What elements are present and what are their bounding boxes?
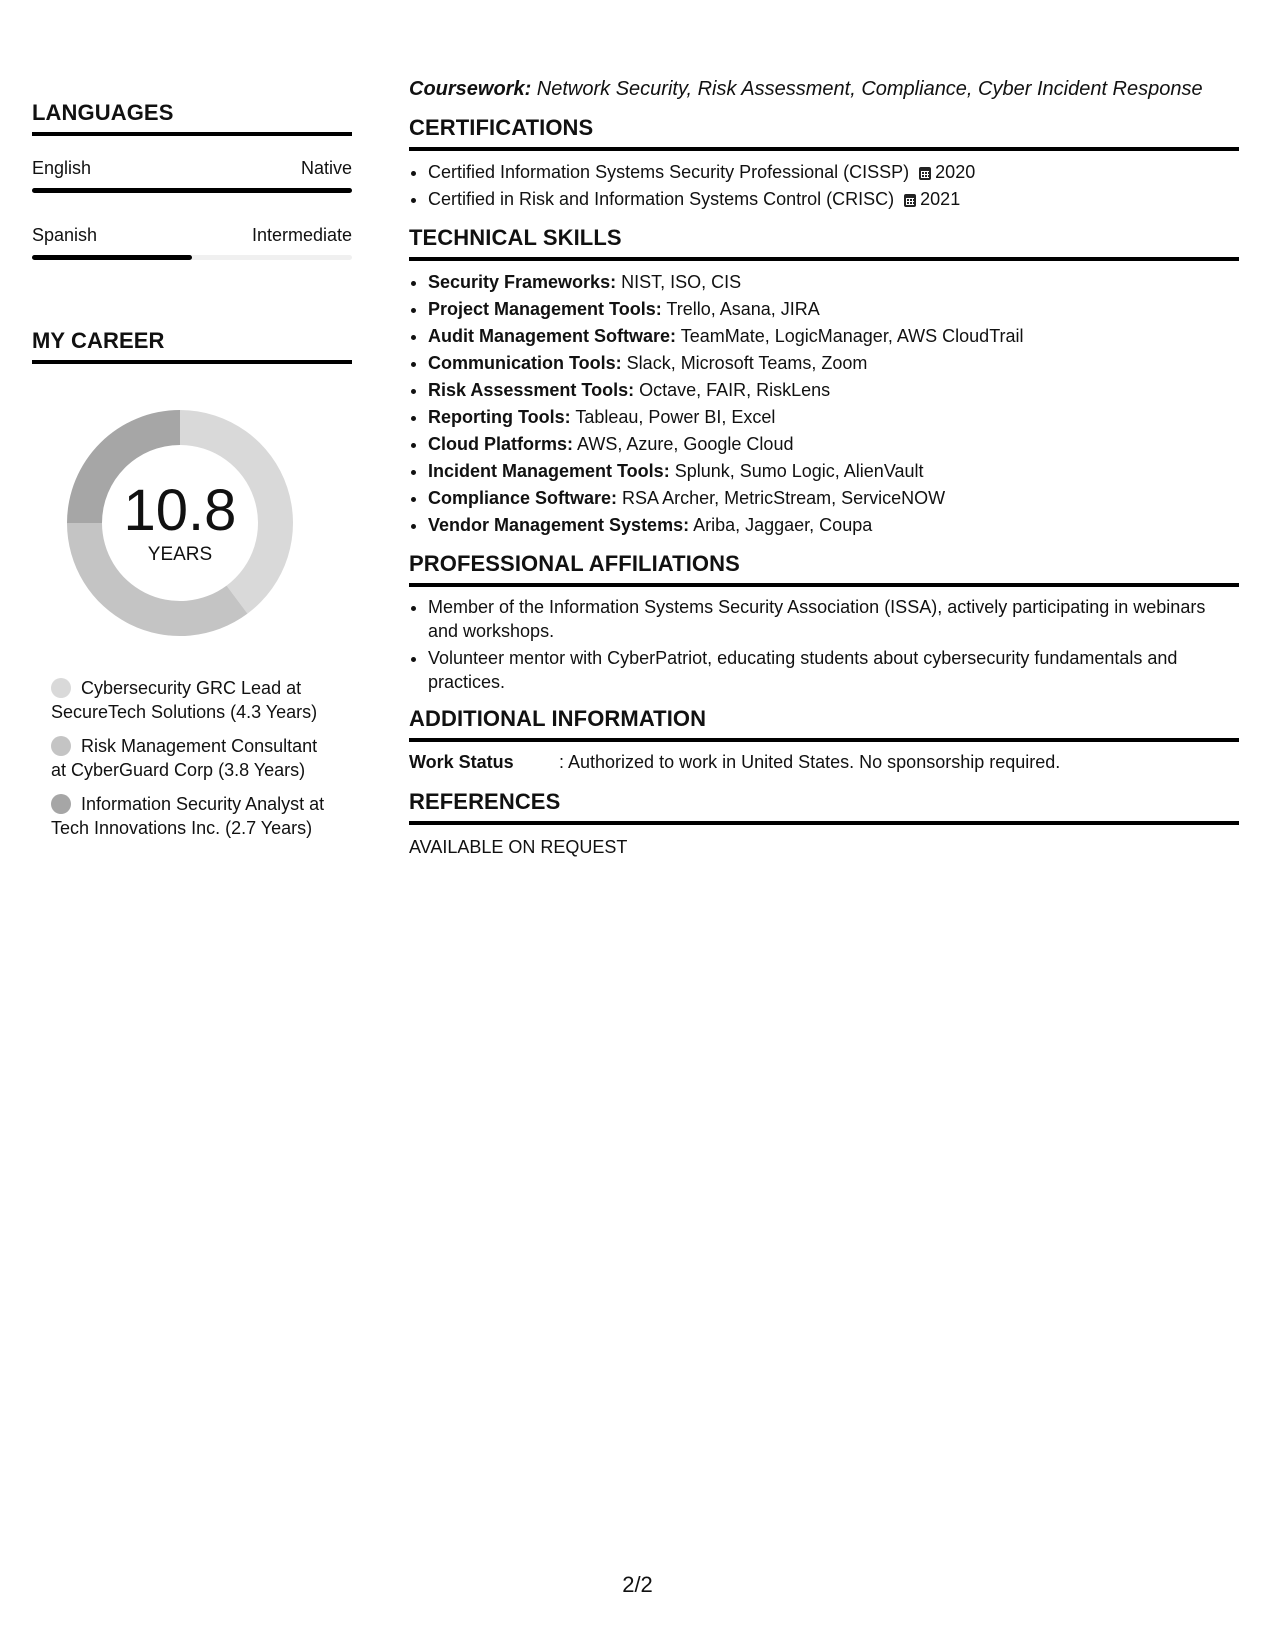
languages-heading: LANGUAGES bbox=[32, 100, 352, 136]
affiliations-section bbox=[409, 551, 1239, 694]
language-proficiency-fill bbox=[32, 255, 192, 260]
language-item-english bbox=[32, 158, 352, 193]
certifications-heading: CERTIFICATIONS bbox=[409, 115, 1239, 151]
references-section bbox=[409, 789, 1239, 858]
page-number: 2/2 bbox=[622, 1572, 653, 1597]
career-total-label: YEARS bbox=[147, 544, 213, 565]
work-status-value: : Authorized to work in United States. No sponsorship required. bbox=[559, 752, 1061, 772]
language-proficiency-bar bbox=[32, 188, 352, 193]
references-heading: REFERENCES bbox=[409, 789, 1239, 825]
certification-year: 2021 bbox=[920, 189, 961, 209]
career-legend-item bbox=[51, 676, 331, 724]
career-legend-item bbox=[51, 734, 331, 782]
language-proficiency-bar bbox=[32, 255, 352, 260]
skill-item: • Cloud Platforms: AWS, Azure, Google Cloud bbox=[428, 431, 1239, 458]
skill-item: • Audit Management Software: TeamMate, LogicManager, AWS CloudTrail bbox=[428, 323, 1239, 350]
certifications-list bbox=[409, 159, 1239, 213]
calendar-icon bbox=[904, 194, 916, 207]
legend-dot-icon bbox=[51, 678, 71, 698]
left-column bbox=[32, 100, 352, 850]
skill-item: • Project Management Tools: Trello, Asana, JIRA bbox=[428, 296, 1239, 323]
legend-dot-icon bbox=[51, 794, 71, 814]
skill-item: • Reporting Tools: Tableau, Power BI, Excel bbox=[428, 404, 1239, 431]
affiliation-item: • Volunteer mentor with CyberPatriot, educating students about cybersecurity fundamentals and practices. bbox=[428, 646, 1239, 694]
affiliations-heading: PROFESSIONAL AFFILIATIONS bbox=[409, 551, 1239, 587]
legend-dot-icon bbox=[51, 736, 71, 756]
references-text: AVAILABLE ON REQUEST bbox=[409, 837, 628, 857]
affiliations-list bbox=[409, 595, 1239, 694]
language-name: English bbox=[32, 158, 92, 178]
skill-item: • Security Frameworks: NIST, ISO, CIS bbox=[428, 269, 1239, 296]
career-entry-text: Risk Management Consultant at CyberGuard Corp (3.8 Years) bbox=[51, 736, 318, 780]
certification-name: Certified in Risk and Information Systems Control (CRISC) bbox=[428, 189, 895, 209]
certifications-section bbox=[409, 115, 1239, 213]
right-column bbox=[409, 78, 1239, 858]
certification-name: Certified Information Systems Security Professional (CISSP) bbox=[428, 162, 910, 182]
certification-item bbox=[428, 159, 1239, 186]
skill-item: • Risk Assessment Tools: Octave, FAIR, RiskLens bbox=[428, 377, 1239, 404]
calendar-icon bbox=[919, 167, 931, 180]
career-entry-text: Cybersecurity GRC Lead at SecureTech Solutions (4.3 Years) bbox=[51, 678, 318, 722]
language-item-spanish bbox=[32, 225, 352, 260]
affiliation-item: • Member of the Information Systems Security Association (ISSA), actively participating in webinars and workshops. bbox=[428, 595, 1239, 643]
work-status-row bbox=[409, 752, 1239, 773]
skills-list bbox=[409, 269, 1239, 539]
additional-info-section bbox=[409, 706, 1239, 773]
coursework-line bbox=[409, 78, 1239, 101]
language-proficiency-fill bbox=[32, 188, 352, 193]
skills-section bbox=[409, 225, 1239, 539]
career-donut-chart bbox=[65, 408, 295, 638]
language-level: Native bbox=[300, 158, 352, 178]
career-legend-item bbox=[51, 792, 331, 840]
skill-item: • Communication Tools: Slack, Microsoft Teams, Zoom bbox=[428, 350, 1239, 377]
career-entry-text: Information Security Analyst at Tech Innovations Inc. (2.7 Years) bbox=[51, 794, 325, 838]
coursework-label: Coursework: bbox=[409, 78, 532, 100]
work-status-label: Work Status bbox=[409, 752, 514, 772]
skills-heading: TECHNICAL SKILLS bbox=[409, 225, 1239, 261]
certification-item bbox=[428, 186, 1239, 213]
skill-item: • Compliance Software: RSA Archer, MetricStream, ServiceNOW bbox=[428, 485, 1239, 512]
language-name: Spanish bbox=[32, 225, 98, 245]
additional-info-heading: ADDITIONAL INFORMATION bbox=[409, 706, 1239, 742]
coursework-text: Network Security, Risk Assessment, Compliance, Cyber Incident Response bbox=[531, 78, 1203, 100]
career-legend bbox=[51, 676, 331, 840]
skill-item: • Vendor Management Systems: Ariba, Jaggaer, Coupa bbox=[428, 512, 1239, 539]
skill-item: • Incident Management Tools: Splunk, Sumo Logic, AlienVault bbox=[428, 458, 1239, 485]
certification-year: 2020 bbox=[935, 162, 976, 182]
career-heading: MY CAREER bbox=[32, 328, 352, 364]
language-level: Intermediate bbox=[251, 225, 352, 245]
career-total-value: 10.8 bbox=[123, 478, 237, 543]
